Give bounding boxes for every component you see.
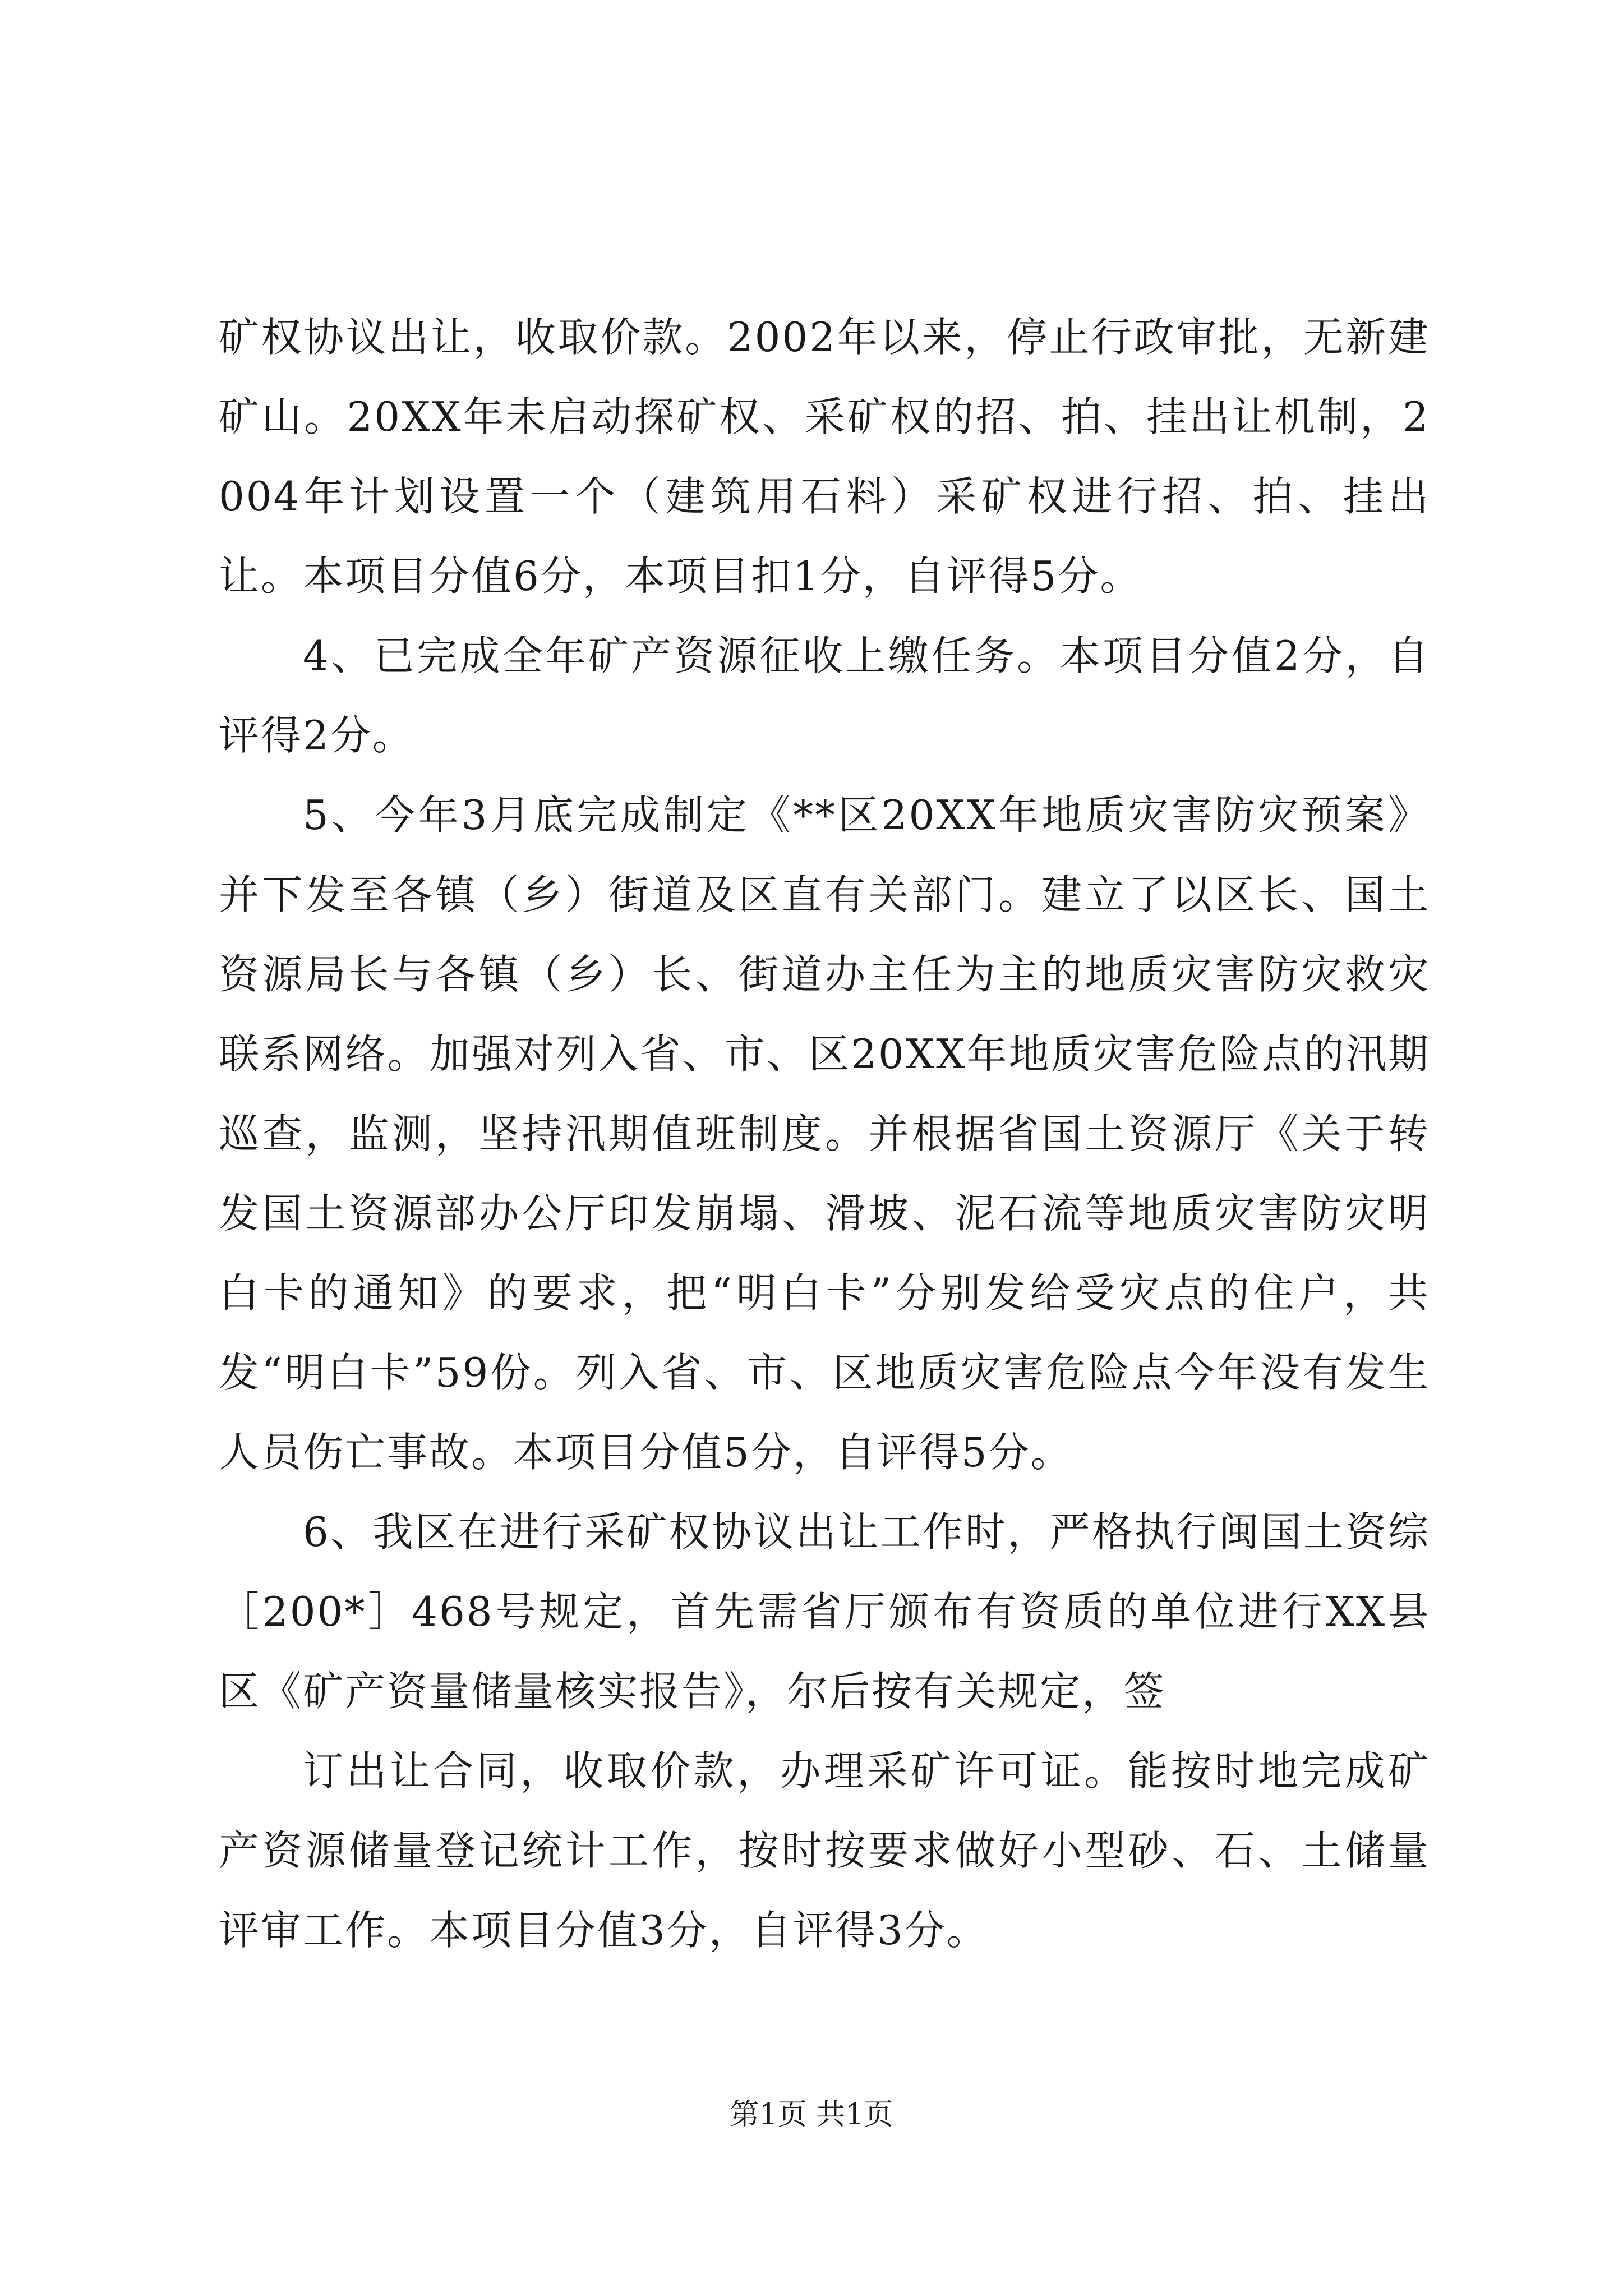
paragraph-item-5: 5、今年3月底完成制定《**区20XX年地质灾害防灾预案》并下发至各镇（乡）街道及区直有关部门。建立了以区长、国土资源局长与各镇（乡）长、街道办主任为主的地质灾害防灾救灾联系网络。加强对列入省、市、区20XX年地质灾害危险点的汛期巡查，监测，坚持汛期值班制度。并根据省国土资源厅《关于转发国土资源部办公厅印发崩塌、滑坡、泥石流等地质灾害防灾明白卡的通知》的要求，把“明白卡”分别发给受灾点的住户，共发“明白卡”59份。列入省、市、区地质灾害危险点今年没有发生人员伤亡事故。本项目分值5分，自评得5分。	[219, 792, 1430, 1476]
page-footer: 第1页 共1页	[730, 2098, 893, 2132]
paragraph-item-4: 4、已完成全年矿产资源征收上缴任务。本项目分值2分，自评得2分。	[219, 632, 1430, 759]
paragraph-continuation: 矿权协议出让，收取价款。2002年以来，停止行政审批，无新建矿山。20XX年未启动探矿权、采矿权的招、拍、挂出让机制，2004年计划设置一个（建筑用石料）采矿权进行招、拍、挂出让。本项目分值6分，本项目扣1分，自评得5分。	[219, 314, 1430, 600]
document-body	[219, 297, 1430, 1970]
paragraph-item-6: 6、我区在进行采矿权协议出让工作时，严格执行闽国土资综［200*］468号规定，首先需省厅颁布有资质的单位进行XX县区《矿产资量储量核实报告》，尔后按有关规定，签	[219, 1508, 1430, 1715]
paragraph-item-6-continued: 订出让合同，收取价款，办理采矿许可证。能按时地完成矿产资源储量登记统计工作，按时按要求做好小型砂、石、土储量评审工作。本项目分值3分，自评得3分。	[219, 1747, 1430, 1954]
